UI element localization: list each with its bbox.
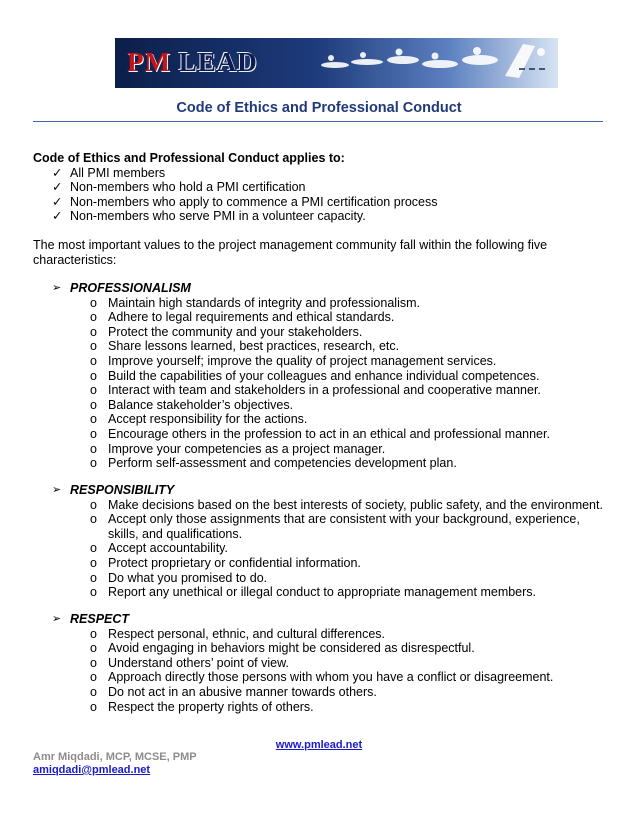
circle-bullet-icon: o	[90, 655, 97, 670]
circle-bullet-icon: o	[90, 670, 97, 685]
circle-bullet-icon: o	[90, 497, 97, 512]
circle-bullet-icon: o	[90, 699, 97, 714]
section-professionalism	[33, 281, 613, 471]
list-item	[33, 685, 613, 700]
running-figures-graphic	[305, 38, 558, 88]
list-item-text: Protect proprietary or confidential information.	[108, 555, 361, 570]
section-title	[33, 483, 613, 498]
section-title-text: RESPECT	[70, 612, 130, 626]
list-item	[33, 398, 613, 413]
list-item	[33, 512, 613, 541]
checkmark-icon: ✓	[52, 194, 63, 209]
section-title	[33, 281, 613, 296]
list-item	[33, 325, 613, 340]
list-item-text: Accept responsibility for the actions.	[108, 412, 308, 427]
circle-bullet-icon: o	[90, 412, 97, 427]
list-item-text: All PMI members	[70, 165, 166, 180]
applies-section	[33, 151, 613, 224]
list-item-text: Perform self-assessment and competencies development plan.	[108, 456, 457, 471]
circle-bullet-icon: o	[90, 368, 97, 383]
list-item	[33, 195, 613, 210]
responsibility-list	[33, 498, 613, 600]
circle-bullet-icon: o	[90, 353, 97, 368]
footer-author: Amr Miqdadi, MCP, MCSE, PMP	[33, 751, 197, 763]
checkmark-icon: ✓	[52, 209, 63, 224]
arrow-bullet-icon: ➢	[52, 282, 62, 294]
applies-list	[33, 166, 613, 224]
list-item-text: Approach directly those persons with whom you have a conflict or disagreement.	[108, 670, 554, 685]
list-item	[33, 656, 613, 671]
list-item	[33, 209, 613, 224]
circle-bullet-icon: o	[90, 397, 97, 412]
section-responsibility	[33, 483, 613, 600]
list-item-text: Interact with team and stakeholders in a professional and cooperative manner.	[108, 383, 541, 398]
circle-bullet-icon: o	[90, 324, 97, 339]
list-item-text: Avoid engaging in behaviors might be considered as disrespectful.	[108, 641, 475, 656]
list-item	[33, 670, 613, 685]
circle-bullet-icon: o	[90, 555, 97, 570]
list-item	[33, 310, 613, 325]
circle-bullet-icon: o	[90, 684, 97, 699]
list-item	[33, 541, 613, 556]
checkmark-icon: ✓	[52, 165, 63, 180]
list-item-text: Adhere to legal requirements and ethical standards.	[108, 310, 395, 325]
pmlead-logo	[127, 47, 258, 78]
list-item	[33, 180, 613, 195]
list-item-text: Respect the property rights of others.	[108, 699, 314, 714]
circle-bullet-icon: o	[90, 626, 97, 641]
list-item-text: Make decisions based on the best interests of society, public safety, and the environment.	[108, 497, 603, 512]
applies-heading: Code of Ethics and Professional Conduct applies to:	[33, 151, 345, 165]
list-item-text: Do not act in an abusive manner towards others.	[108, 684, 377, 699]
circle-bullet-icon: o	[90, 541, 97, 556]
list-item-text: Maintain high standards of integrity and professionalism.	[108, 295, 420, 310]
list-item	[33, 412, 613, 427]
respect-list	[33, 627, 613, 715]
list-item	[33, 456, 613, 471]
list-item-text: Protect the community and your stakeholders.	[108, 324, 363, 339]
professionalism-list	[33, 296, 613, 471]
list-item-text: Encourage others in the profession to act in an ethical and professional manner.	[108, 426, 550, 441]
list-item	[33, 585, 613, 600]
circle-bullet-icon: o	[90, 310, 97, 325]
circle-bullet-icon: o	[90, 339, 97, 354]
footer-email-link[interactable]: amiqdadi@pmlead.net	[33, 764, 151, 776]
circle-bullet-icon: o	[90, 512, 97, 527]
title-divider	[33, 121, 603, 122]
list-item-text: Respect personal, ethnic, and cultural differences.	[108, 626, 386, 641]
list-item-text: Non-members who apply to commence a PMI certification process	[70, 194, 438, 209]
list-item	[33, 427, 613, 442]
list-item-text: Accept accountability.	[108, 541, 228, 556]
list-item-text: Non-members who serve PMI in a volunteer capacity.	[70, 209, 366, 224]
list-item-text: Balance stakeholder’s objectives.	[108, 397, 294, 412]
list-item-text: Do what you promised to do.	[108, 570, 268, 585]
list-item	[33, 369, 613, 384]
circle-bullet-icon: o	[90, 426, 97, 441]
list-item	[33, 641, 613, 656]
arrow-bullet-icon: ➢	[52, 613, 62, 625]
list-item-text: Improve your competencies as a project manager.	[108, 441, 386, 456]
list-item	[33, 571, 613, 586]
intro-paragraph: The most important values to the project management community fall within the following five characteristics:	[33, 238, 548, 267]
circle-bullet-icon: o	[90, 456, 97, 471]
list-item	[33, 556, 613, 571]
list-item-text: Non-members who hold a PMI certification	[70, 180, 306, 195]
section-title-text: RESPONSIBILITY	[70, 483, 175, 497]
list-item-text: Understand others’ point of view.	[108, 655, 289, 670]
list-item	[33, 339, 613, 354]
list-item-text: Accept only those assignments that are consistent with your background, experience, skills, and qualifications.	[108, 512, 580, 541]
list-item-text: Build the capabilities of your colleagues and enhance individual competences.	[108, 368, 540, 383]
arrow-bullet-icon: ➢	[52, 484, 62, 496]
circle-bullet-icon: o	[90, 585, 97, 600]
list-item	[33, 166, 613, 181]
list-item	[33, 296, 613, 311]
circle-bullet-icon: o	[90, 641, 97, 656]
logo-pm: PM	[127, 47, 171, 77]
list-item-text: Report any unethical or illegal conduct to appropriate management members.	[108, 585, 537, 600]
header-banner	[115, 38, 558, 88]
circle-bullet-icon: o	[90, 441, 97, 456]
circle-bullet-icon: o	[90, 295, 97, 310]
list-item-text: Improve yourself; improve the quality of project management services.	[108, 353, 497, 368]
section-respect	[33, 612, 613, 714]
footer-website-link[interactable]: www.pmlead.net	[275, 739, 363, 751]
circle-bullet-icon: o	[90, 570, 97, 585]
list-item	[33, 627, 613, 642]
list-item-text: Share lessons learned, best practices, research, etc.	[108, 339, 400, 354]
checkmark-icon: ✓	[52, 180, 63, 195]
document-title: Code of Ethics and Professional Conduct	[176, 100, 462, 116]
list-item	[33, 442, 613, 457]
section-title	[33, 612, 613, 627]
list-item	[33, 498, 613, 513]
section-title-text: PROFESSIONALISM	[70, 281, 191, 295]
logo-lead: LEAD	[178, 47, 258, 77]
circle-bullet-icon: o	[90, 383, 97, 398]
list-item	[33, 383, 613, 398]
list-item	[33, 700, 613, 715]
list-item	[33, 354, 613, 369]
